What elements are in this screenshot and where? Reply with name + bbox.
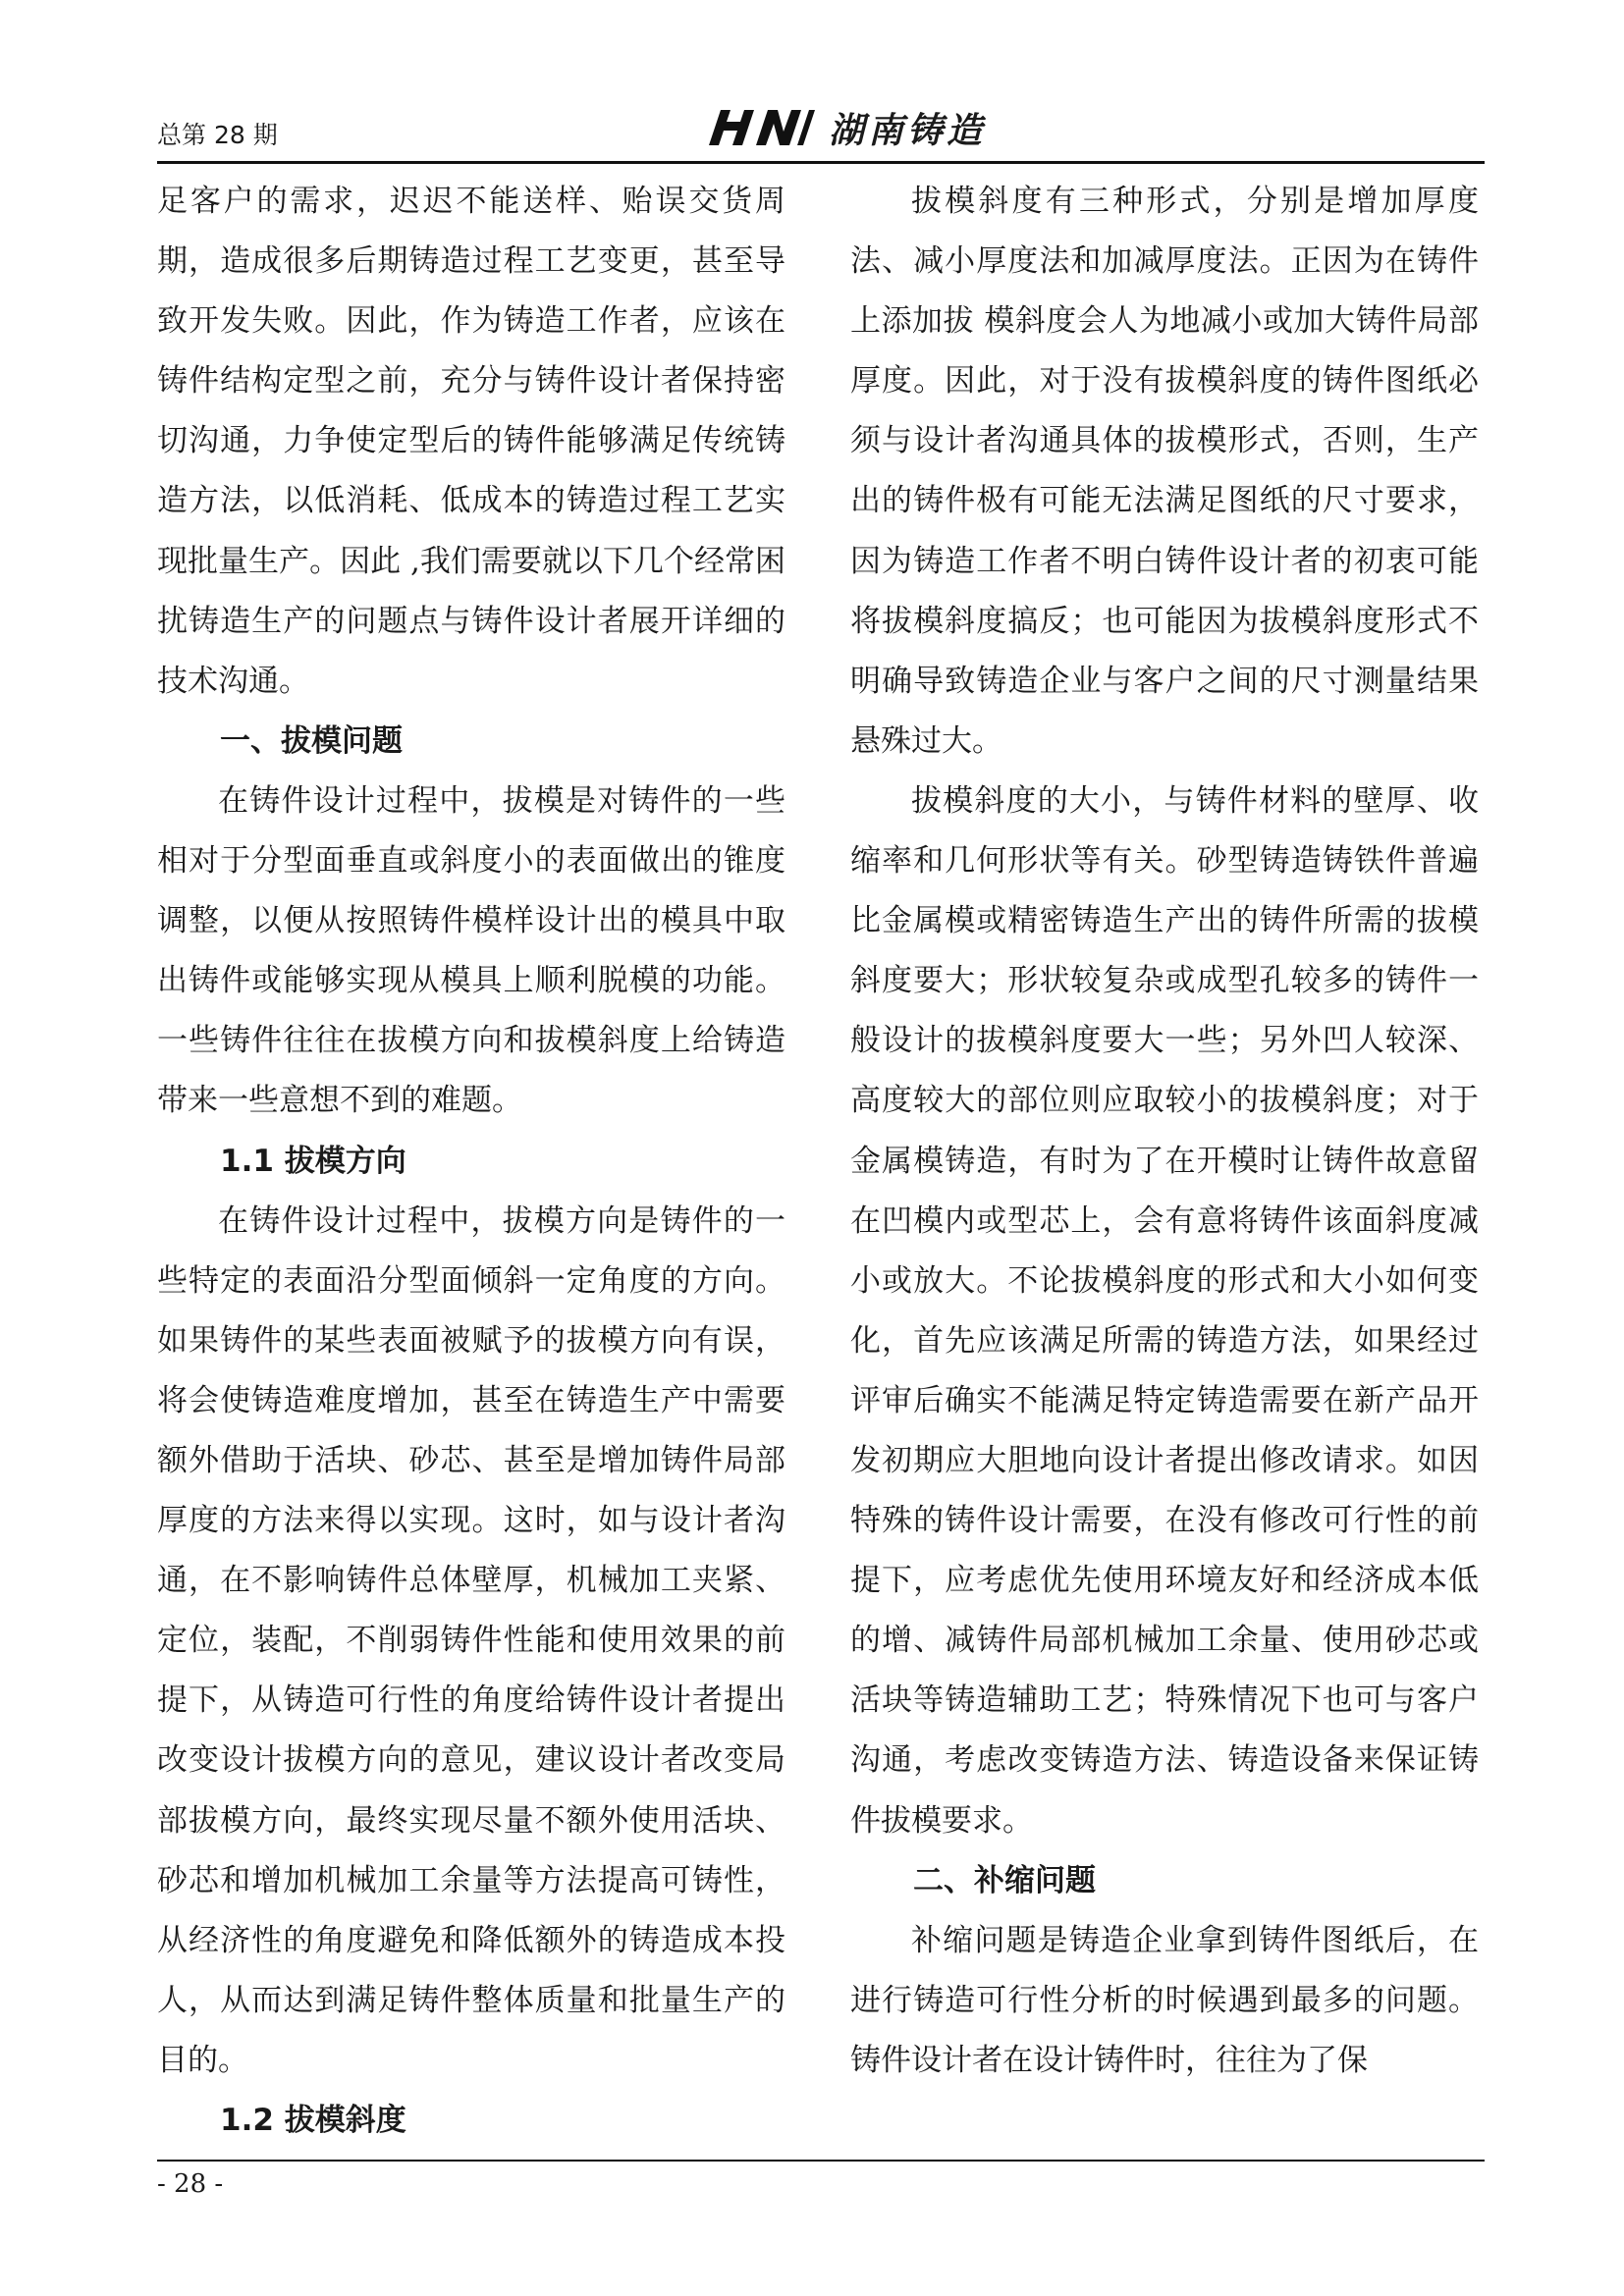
paragraph: 足客户的需求，迟迟不能送样、贻误交货周期，造成很多后期铸造过程工艺变更，甚至导致开发失败。因此，作为铸造工作者，应该在铸件结构定型之前，充分与铸件设计者保持密切沟通，力争使定型后的铸件能够满足传统铸造方法，以低消耗、低成本的铸造过程工艺实现批量生产。因此 ,我们需要就以下几个经常困扰铸造生产的问题点与铸件设计者展开详细的技术沟通。 xyxy=(157,184,785,699)
journal-title: 湖南铸造 xyxy=(829,110,987,151)
subsection-heading: 1.2 拔模斜度 xyxy=(220,2103,406,2138)
issue-number: 总第 28 期 xyxy=(157,121,278,149)
right-column xyxy=(850,172,1479,2091)
page-header xyxy=(157,98,1485,164)
hnj-logo-icon xyxy=(707,106,815,149)
page-number: - 28 - xyxy=(157,2169,224,2199)
subsection-heading: 1.1 拔模方向 xyxy=(220,1143,406,1179)
paragraph: 在铸件设计过程中，拔模方向是铸件的一些特定的表面沿分型面倾斜一定角度的方向。如果铸件的某些表面被赋予的拔模方向有误，将会使铸造难度增加，甚至在铸造生产中需要额外借助于活块、砂芯、甚至是增加铸件局部厚度的方法来得以实现。这时，如与设计者沟通，在不影响铸件总体壁厚，机械加工夹紧、定位，装配，不削弱铸件性能和使用效果的前提下，从铸造可行性的角度给铸件设计者提出改变设计拔模方向的意见，建议设计者改变局部拔模方向，最终实现尽量不额外使用活块、砂芯和增加机械加工余量等方法提高可铸性，从经济性的角度避免和降低额外的铸造成本投人，从而达到满足铸件整体质量和批量生产的目的。 xyxy=(157,1202,785,2078)
journal-logo xyxy=(707,100,986,155)
paragraph: 拔模斜度有三种形式，分别是增加厚度法、减小厚度法和加减厚度法。正因为在铸件上添加拔 模斜度会人为地减小或加大铸件局部厚度。因此，对于没有拔模斜度的铸件图纸必须与设计者沟通具体的拔模形式，否则，生产出的铸件极有可能无法满足图纸的尺寸要求，因为铸造工作者不明白铸件设计者的初衷可能将拔模斜度搞反；也可能因为拔模斜度形式不明确导致铸造企业与客户之间的尺寸测量结果悬殊过大。 xyxy=(850,184,1479,759)
footer-divider xyxy=(157,2160,1485,2162)
left-column xyxy=(157,172,785,2151)
section-heading: 一、拔模问题 xyxy=(220,722,403,759)
section-heading: 二、补缩问题 xyxy=(913,1862,1096,1898)
paragraph: 在铸件设计过程中，拔模是对铸件的一些相对于分型面垂直或斜度小的表面做出的锥度调整，以便从按照铸件模样设计出的模具中取出铸件或能够实现从模具上顺利脱模的功能。一些铸件往往在拔模方向和拔模斜度上给铸造带来一些意想不到的难题。 xyxy=(157,782,785,1119)
paragraph: 补缩问题是铸造企业拿到铸件图纸后，在进行铸造可行性分析的时候遇到最多的问题。铸件设计者在设计铸件时，往往为了保 xyxy=(850,1922,1479,2078)
paragraph: 拔模斜度的大小，与铸件材料的壁厚、收缩率和几何形状等有关。砂型铸造铸铁件普遍比金属模或精密铸造生产出的铸件所需的拔模斜度要大；形状较复杂或成型孔较多的铸件一般设计的拔模斜度要大一些；另外凹人较深、高度较大的部位则应取较小的拔模斜度；对于金属模铸造，有时为了在开模时让铸件故意留在凹模内或型芯上，会有意将铸件该面斜度减小或放大。不论拔模斜度的形式和大小如何变化，首先应该满足所需的铸造方法，如果经过评审后确实不能满足特定铸造需要在新产品开发初期应大胆地向设计者提出修改请求。如因特殊的铸件设计需要，在没有修改可行性的前提下，应考虑优先使用环境友好和经济成本低的增、减铸件局部机械加工余量、使用砂芯或活块等铸造辅助工艺；特殊情况下也可与客户沟通，考虑改变铸造方法、铸造设备来保证铸件拔模要求。 xyxy=(850,782,1479,1839)
